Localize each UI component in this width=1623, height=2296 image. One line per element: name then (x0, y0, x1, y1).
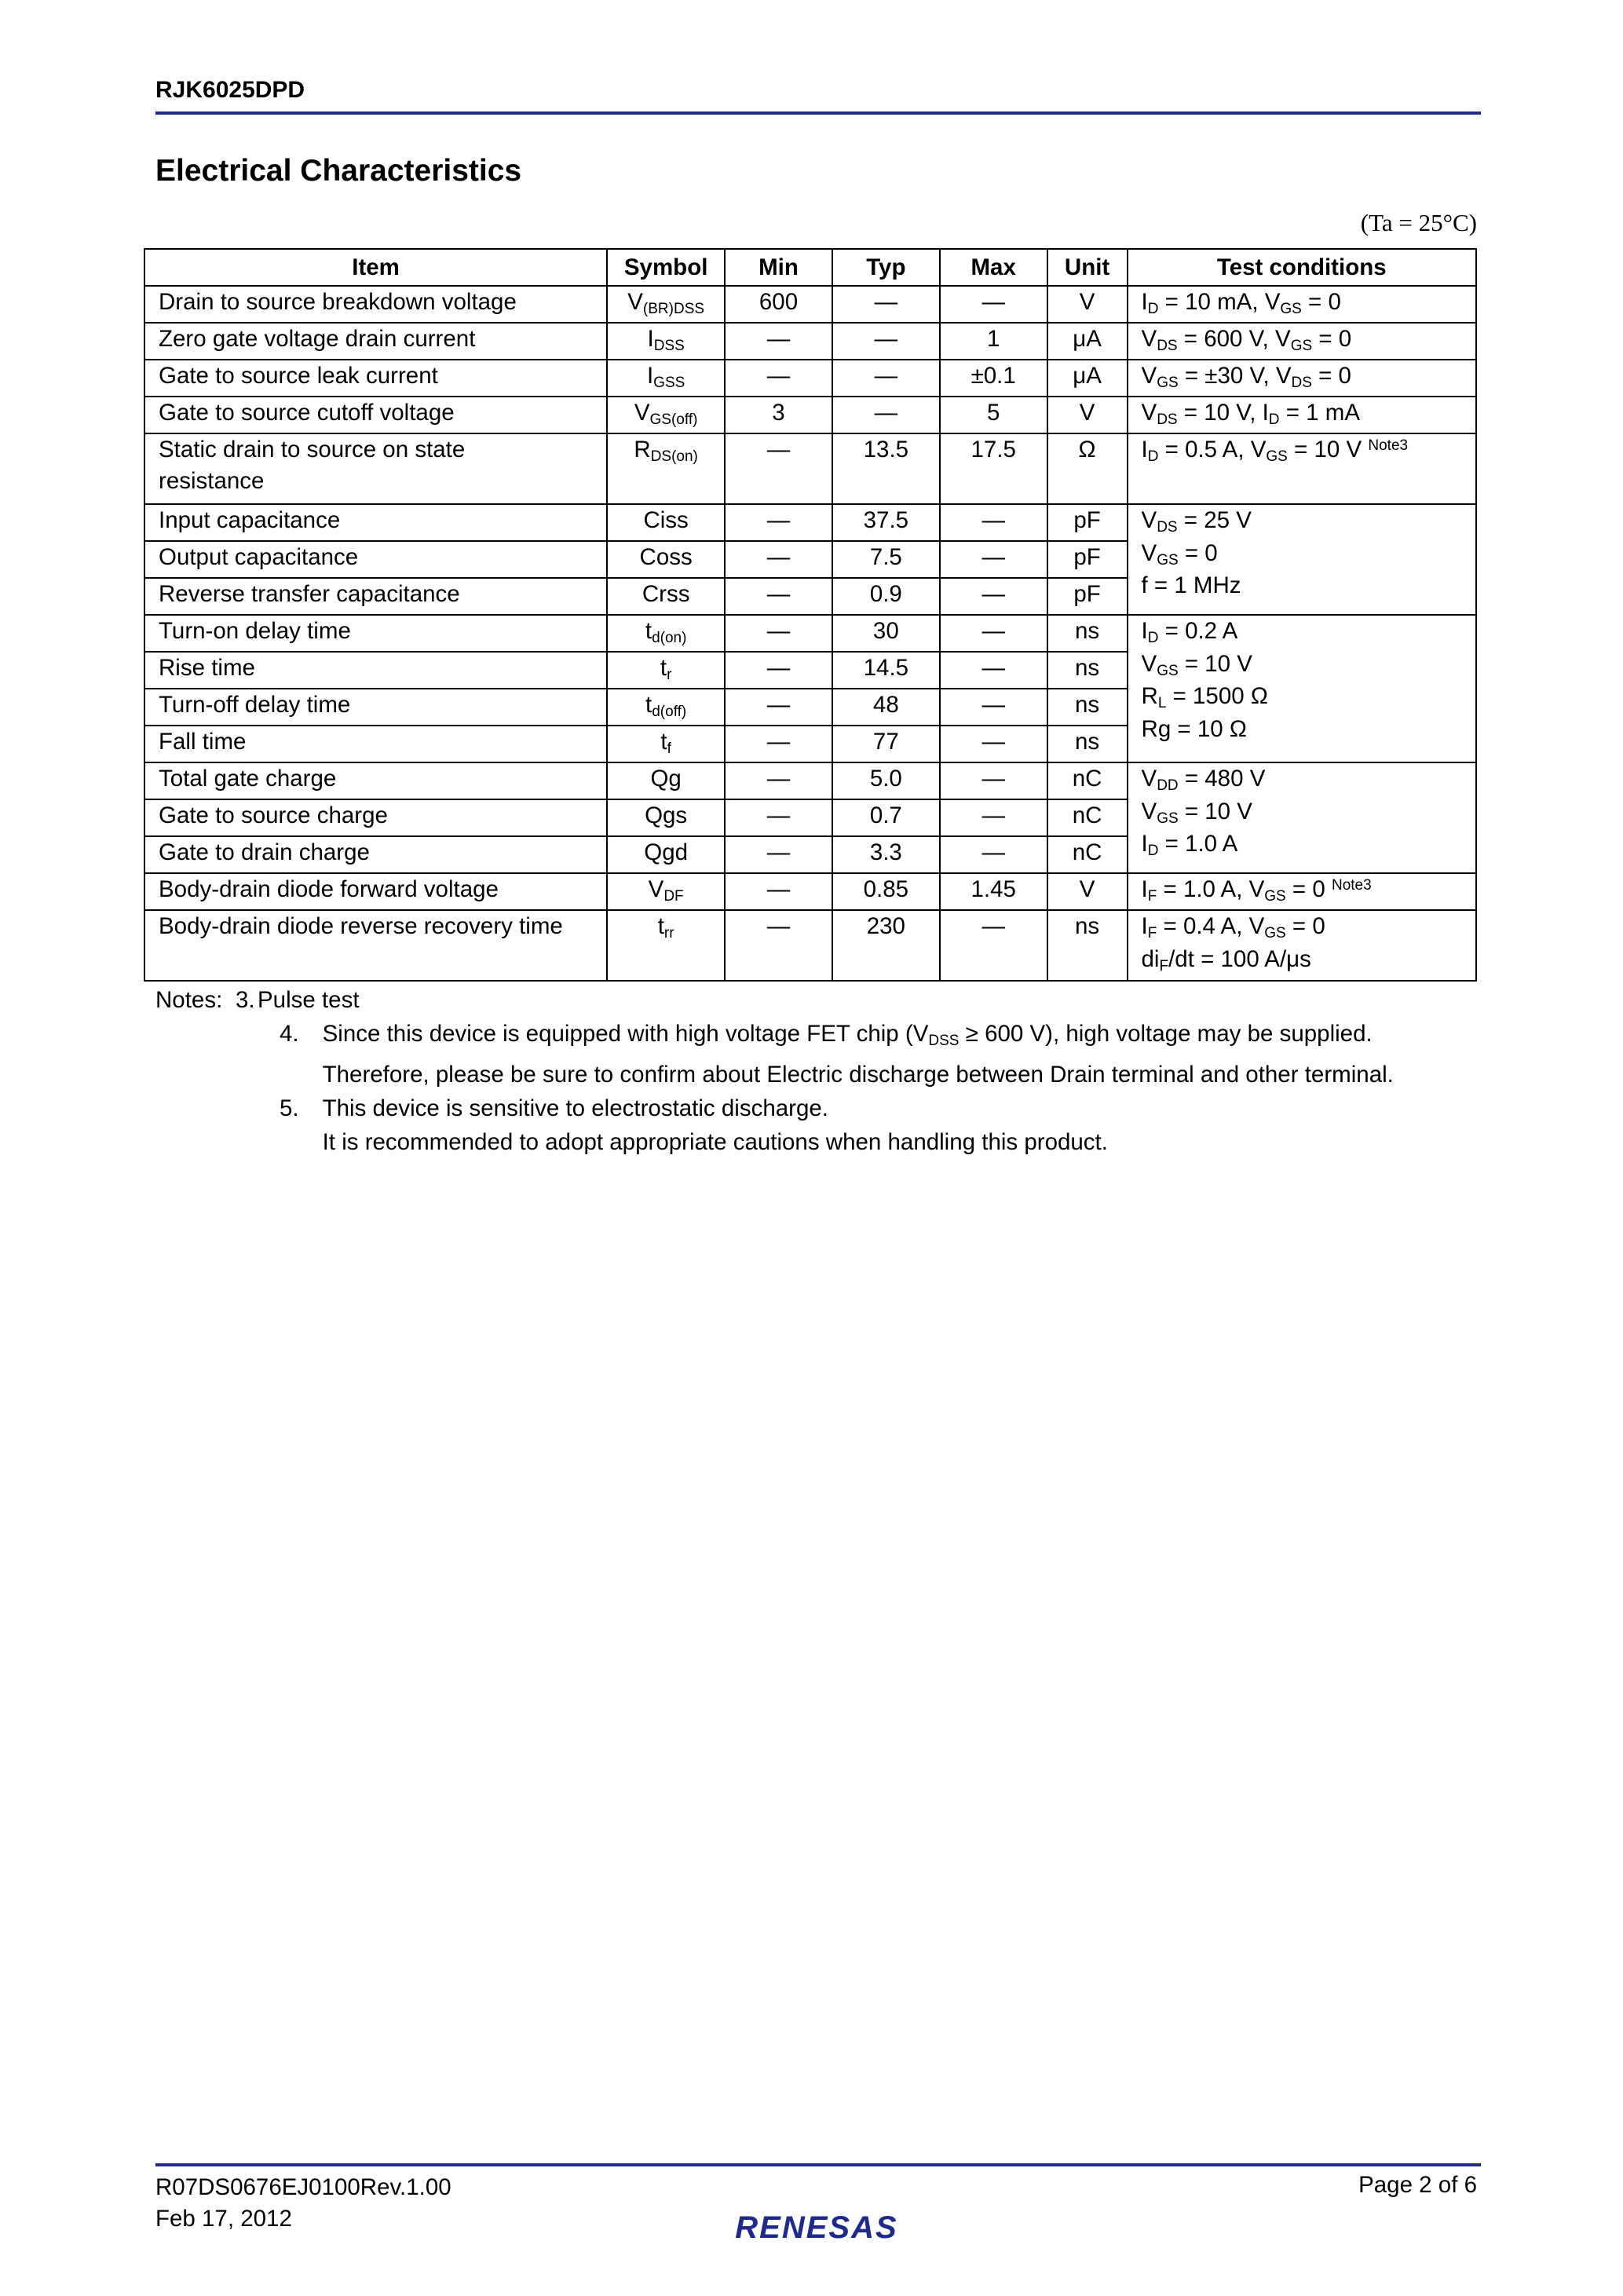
section-title: Electrical Characteristics (155, 154, 522, 188)
cell-item: Fall time (144, 726, 607, 762)
cell-item: Total gate charge (144, 762, 607, 799)
cell-max: 5 (940, 397, 1047, 433)
cell-test-condition: $I_F = 0.4$ A, $V_{GS} = 0$ $di_F/dt = 100$ A/μs (1128, 910, 1476, 981)
cell-min: 600 (725, 286, 832, 323)
note-3: Notes: 3. Pulse test (155, 983, 1394, 1017)
note-5 (155, 1091, 1394, 1125)
cell-typ: 0.7 (832, 799, 940, 836)
cell-min: — (725, 323, 832, 360)
table-row (144, 504, 1476, 541)
cell-typ: 3.3 (832, 836, 940, 873)
cell-typ: — (832, 360, 940, 397)
cell-max: — (940, 726, 1047, 762)
cell-max: ±0.1 (940, 360, 1047, 397)
renesas-logo (715, 2208, 919, 2247)
cell-min: — (725, 504, 832, 541)
cell-test-condition: $I_D = 0.5$ A, $V_{GS} = 10$ V $^{Note3}$ (1128, 433, 1476, 504)
cell-item: Drain to source breakdown voltage (144, 286, 607, 323)
note-number: 5. (280, 1095, 299, 1121)
col-header-typ: Typ (832, 249, 940, 286)
cell-unit: V (1047, 397, 1128, 433)
table-row (144, 873, 1476, 910)
cell-unit: nC (1047, 836, 1128, 873)
cell-item: Rise time (144, 652, 607, 689)
footer-left (155, 2172, 451, 2235)
cell-test-condition-gate-charge: $V_{DD} = 480$ V $V_{GS} = 10$ V $I_D = 1.0$ A (1128, 762, 1476, 873)
cell-item: Body-drain diode forward voltage (144, 873, 607, 910)
note-4-line-2 (155, 1058, 1394, 1091)
cell-typ: 30 (832, 615, 940, 652)
cell-item: Input capacitance (144, 504, 607, 541)
cell-item: Body-drain diode reverse recovery time (144, 910, 607, 981)
note-number: 4. (280, 1021, 299, 1047)
cell-symbol: $t_{rr}$ (607, 910, 725, 981)
cell-typ: — (832, 286, 940, 323)
table-row (144, 323, 1476, 360)
notes-label: Notes: (155, 987, 223, 1013)
note-text: Therefore, please be sure to confirm about Electric discharge between Drain terminal and other terminal. (322, 1062, 1394, 1088)
cell-symbol: $t_{d(off)}$ (607, 689, 725, 726)
cell-symbol: $V_{GS(off)}$ (607, 397, 725, 433)
cell-unit: V (1047, 286, 1128, 323)
electrical-characteristics-table (144, 248, 1477, 982)
cell-typ: 0.85 (832, 873, 940, 910)
cell-unit: ns (1047, 615, 1128, 652)
cell-max: 17.5 (940, 433, 1047, 504)
cell-unit: pF (1047, 541, 1128, 578)
table-row (144, 286, 1476, 323)
logo-text: RENESAS (735, 2210, 898, 2245)
cell-symbol: $R_{DS(on)}$ (607, 433, 725, 504)
cell-unit: ns (1047, 652, 1128, 689)
table-row (144, 433, 1476, 504)
cell-typ: 77 (832, 726, 940, 762)
cell-item: Zero gate voltage drain current (144, 323, 607, 360)
table-row (144, 910, 1476, 981)
cell-test-condition: $V_{DS} = 10$ V, $I_D = 1$ mA (1128, 397, 1476, 433)
cell-symbol: $I_{DSS}$ (607, 323, 725, 360)
cell-symbol: $V_{DF}$ (607, 873, 725, 910)
cell-symbol: $V_{(BR)DSS}$ (607, 286, 725, 323)
col-header-max: Max (940, 249, 1047, 286)
note-ref: Note3 (1368, 437, 1409, 454)
table-row (144, 615, 1476, 652)
table-row (144, 762, 1476, 799)
cell-max: — (940, 541, 1047, 578)
note-5-line-2 (155, 1125, 1394, 1159)
cell-item: Gate to drain charge (144, 836, 607, 873)
cell-min: — (725, 578, 832, 615)
page-number: Page 2 of 6 (1358, 2172, 1477, 2198)
cell-test-condition: $I_D = 10$ mA, $V_{GS} = 0$ (1128, 286, 1476, 323)
cell-symbol: Qgd (607, 836, 725, 873)
cell-typ: 0.9 (832, 578, 940, 615)
cell-max: — (940, 652, 1047, 689)
cell-unit: nC (1047, 799, 1128, 836)
cell-typ: — (832, 397, 940, 433)
cell-typ: 230 (832, 910, 940, 981)
cell-max: 1 (940, 323, 1047, 360)
cell-typ: 5.0 (832, 762, 940, 799)
cell-min: — (725, 799, 832, 836)
cell-item: Gate to source charge (144, 799, 607, 836)
cell-max: — (940, 504, 1047, 541)
cell-test-condition: $V_{DS} = 600$ V, $V_{GS} = 0$ (1128, 323, 1476, 360)
cell-min: — (725, 541, 832, 578)
cell-min: 3 (725, 397, 832, 433)
note-text: Since this device is equipped with high voltage FET chip ($V_{DSS} \ge 600$ V), high voltage may be supplied. (322, 1021, 1373, 1049)
col-header-symbol: Symbol (607, 249, 725, 286)
cell-unit: ns (1047, 689, 1128, 726)
col-header-item: Item (144, 249, 607, 286)
cell-unit: ns (1047, 910, 1128, 981)
cell-min: — (725, 836, 832, 873)
cell-min: — (725, 652, 832, 689)
cell-min: — (725, 726, 832, 762)
cell-typ: 37.5 (832, 504, 940, 541)
cell-test-condition-capacitance: $V_{DS} = 25$ V $V_{GS} = 0$ f = 1 MHz (1128, 504, 1476, 615)
cell-item: Gate to source cutoff voltage (144, 397, 607, 433)
cell-typ: 7.5 (832, 541, 940, 578)
cell-symbol: Coss (607, 541, 725, 578)
cell-min: — (725, 360, 832, 397)
doc-date: Feb 17, 2012 (155, 2206, 292, 2232)
cell-item: Gate to source leak current (144, 360, 607, 397)
cell-test-condition-switching: $I_D = 0.2$ A $V_{GS} = 10$ V $R_L = 1500$ Ω Rg = 10 Ω (1128, 615, 1476, 762)
cell-max: — (940, 578, 1047, 615)
cell-max: 1.45 (940, 873, 1047, 910)
cell-item: Output capacitance (144, 541, 607, 578)
cell-test-condition: $I_F = 1.0$ A, $V_{GS} = 0$ $^{Note3}$ (1128, 873, 1476, 910)
cell-symbol: Qgs (607, 799, 725, 836)
cell-max: — (940, 836, 1047, 873)
cell-min: — (725, 910, 832, 981)
cell-unit: Ω (1047, 433, 1128, 504)
cell-unit: μA (1047, 360, 1128, 397)
cell-max: — (940, 910, 1047, 981)
cell-unit: V (1047, 873, 1128, 910)
cell-min: — (725, 873, 832, 910)
cell-item: Reverse transfer capacitance (144, 578, 607, 615)
col-header-min: Min (725, 249, 832, 286)
table-row (144, 360, 1476, 397)
cell-max: — (940, 762, 1047, 799)
cell-symbol: Crss (607, 578, 725, 615)
cell-min: — (725, 762, 832, 799)
cell-max: — (940, 615, 1047, 652)
note-text: It is recommended to adopt appropriate cautions when handling this product. (322, 1129, 1108, 1155)
note-text: This device is sensitive to electrostatic discharge. (322, 1095, 828, 1121)
cell-unit: nC (1047, 762, 1128, 799)
cell-symbol: $t_{d(on)}$ (607, 615, 725, 652)
cell-typ: 13.5 (832, 433, 940, 504)
cell-min: — (725, 433, 832, 504)
cell-max: — (940, 286, 1047, 323)
ambient-condition: (Ta = 25°C) (1360, 209, 1477, 236)
cell-unit: ns (1047, 726, 1128, 762)
cell-symbol: $I_{GSS}$ (607, 360, 725, 397)
cell-typ: 14.5 (832, 652, 940, 689)
cell-unit: μA (1047, 323, 1128, 360)
cell-typ: 48 (832, 689, 940, 726)
cell-symbol: Qg (607, 762, 725, 799)
cell-unit: pF (1047, 578, 1128, 615)
col-header-unit: Unit (1047, 249, 1128, 286)
cell-unit: pF (1047, 504, 1128, 541)
part-number: RJK6025DPD (155, 77, 305, 103)
doc-number: R07DS0676EJ0100Rev.1.00 (155, 2174, 451, 2200)
col-header-test-conditions: Test conditions (1128, 249, 1476, 286)
cell-item: Static drain to source on state resistance (144, 433, 607, 504)
cell-typ: — (832, 323, 940, 360)
cell-max: — (940, 799, 1047, 836)
cell-symbol: Ciss (607, 504, 725, 541)
cell-min: — (725, 689, 832, 726)
footer-rule (155, 2163, 1481, 2166)
cell-item: Turn-on delay time (144, 615, 607, 652)
note-text: Pulse test (258, 987, 360, 1013)
cell-symbol: $t_r$ (607, 652, 725, 689)
cell-min: — (725, 615, 832, 652)
table-row (144, 397, 1476, 433)
table-header-row (144, 249, 1476, 286)
cell-max: — (940, 689, 1047, 726)
notes-section (155, 983, 1394, 1159)
note-ref: Note3 (1331, 877, 1372, 894)
cell-symbol: $t_f$ (607, 726, 725, 762)
cell-item: Turn-off delay time (144, 689, 607, 726)
header-rule (155, 112, 1481, 115)
cell-test-condition: $V_{GS} = \pm 30$ V, $V_{DS} = 0$ (1128, 360, 1476, 397)
note-4 (155, 1017, 1394, 1058)
